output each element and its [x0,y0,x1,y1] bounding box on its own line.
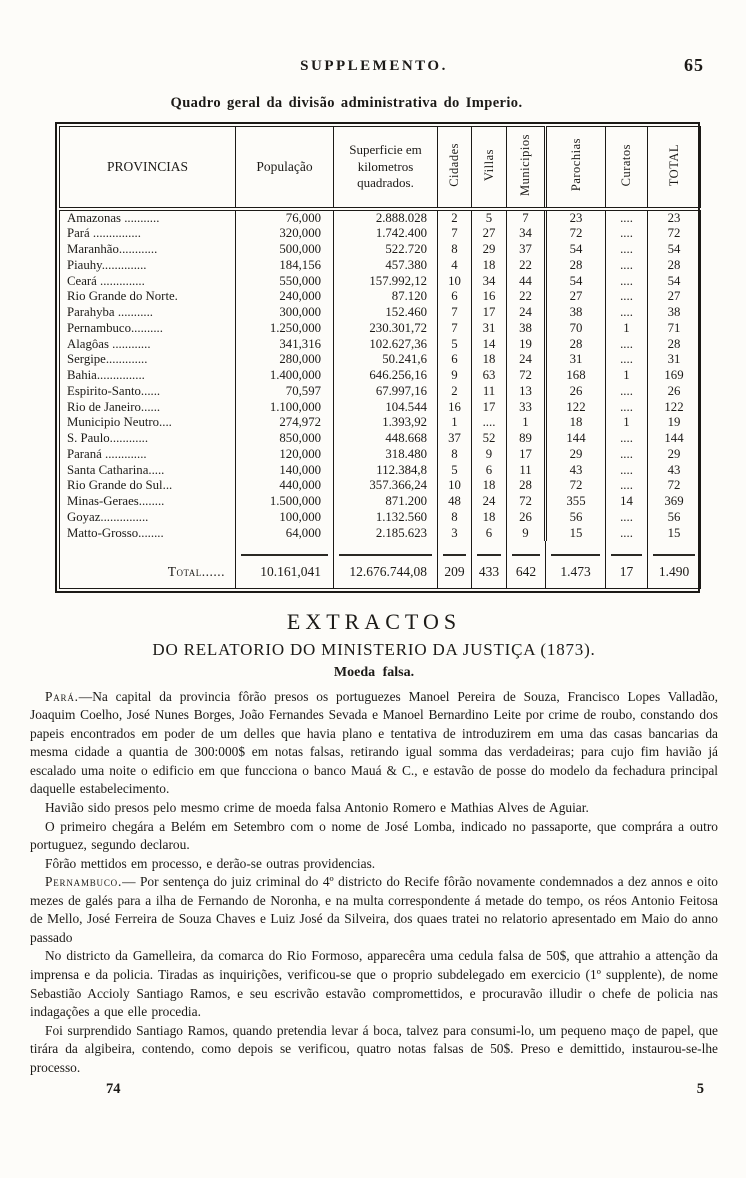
cell-municipios: 34 [507,226,546,242]
cell-parochias: 23 [546,209,606,227]
cell-province: Amazonas ........... [67,210,160,225]
cell-total: 28 [648,258,701,274]
cell-superficie: 457.380 [334,258,438,274]
cell-municipios: 7 [507,209,546,227]
cell-cidades: 9 [438,368,472,384]
cell-cidades: 8 [438,447,472,463]
cell-villas: 14 [472,337,507,353]
cell-parochias: 54 [546,274,606,290]
cell-province: Matto-Grosso........ [67,525,164,540]
cell-province: Pará ............... [67,226,141,241]
cell-municipios: 11 [507,463,546,479]
page-number: 65 [684,55,704,75]
paragraph [30,799,718,818]
table-row [60,463,701,479]
paragraph [30,855,718,874]
paragraph-lead: Pernambuco. [45,874,123,890]
cell-total: 29 [648,447,701,463]
paragraph [30,688,718,799]
cell-municipios: 17 [507,447,546,463]
paragraph [30,818,718,855]
cell-province: Minas-Geraes........ [67,494,165,508]
cell-municipios: 22 [507,258,546,274]
cell-province: Santa Catharina..... [67,462,165,477]
cell-superficie: 112.384,8 [334,463,438,479]
cell-total: 72 [648,226,701,242]
cell-villas: 9 [472,447,507,463]
cell-total: 38 [648,305,701,321]
cell-province: Bahia............... [67,368,145,382]
cell-province: Municipio Neutro.... [67,415,172,430]
paragraph-text: — Por sentença do juiz criminal do 4º districto do Recife fôrão novamente condemnados a dez annos e oito mezes de galés para a ilha de Fernando de Noronha, e na multa correspondente á metade do tempo, os réos Antonio Feitosa de Mello, José Ferreira de Souza Chaves e Luiz José da Silveira, dos quaes tratei no relatorio apresentado em Maio do anno passado [30,874,718,945]
cell-parochias: 31 [546,352,606,368]
table-row [60,400,701,416]
table-row [60,321,701,337]
cell-curatos: .... [606,226,648,242]
cell-curatos: 1 [606,321,648,337]
cell-province: Espirito-Santo...... [67,383,161,398]
cell-total: 15 [648,526,701,542]
total-total: 1.490 [648,556,701,588]
table-row [60,384,701,400]
cell-total: 56 [648,510,701,526]
paragraph-lead: Pará. [45,688,79,704]
cell-parochias: 38 [546,305,606,321]
cell-parochias: 56 [546,510,606,526]
cell-curatos: .... [606,337,648,353]
cell-cidades: 37 [438,431,472,447]
extracts-title: EXTRACTOS [286,608,462,634]
cell-cidades: 7 [438,226,472,242]
cell-population: 120,000 [236,447,334,463]
table-row [60,305,701,321]
cell-population: 850,000 [236,431,334,447]
cell-parochias: 26 [546,384,606,400]
total-cidades: 209 [438,556,472,588]
cell-villas: 27 [472,226,507,242]
cell-municipios: 9 [507,526,546,542]
table-caption: Quadro geral da divisão administrativa do Imperio. [170,95,523,111]
table-row [60,478,701,494]
cell-municipios: 13 [507,384,546,400]
signature-number: 74 [106,1081,121,1098]
cell-parochias: 28 [546,258,606,274]
cell-population: 100,000 [236,510,334,526]
cell-parochias: 72 [546,478,606,494]
cell-curatos: .... [606,526,648,542]
cell-villas: 18 [472,510,507,526]
cell-province: Sergipe............. [67,352,148,367]
col-header-cidades: Cidades [438,127,472,209]
paragraph-text: O primeiro chegára a Belém em Setembro com o nome de José Lomba, indicado no passaporte, que comprára a outro portuguez, segundo declarou. [30,818,718,853]
cell-municipios: 28 [507,478,546,494]
cell-superficie: 646.256,16 [334,368,438,384]
cell-municipios: 19 [507,337,546,353]
cell-total: 27 [648,289,701,305]
cell-total: 71 [648,321,701,337]
table-row [60,494,701,510]
cell-province: Rio de Janeiro...... [67,399,161,414]
table-header [60,127,701,209]
cell-villas: 16 [472,289,507,305]
table-row [60,368,701,384]
cell-superficie: 152.460 [334,305,438,321]
cell-total: 122 [648,400,701,416]
extracts-body [30,688,718,1077]
cell-villas: 24 [472,494,507,510]
section-heading-moeda-falsa: Moeda falsa. [333,664,415,680]
cell-curatos: .... [606,478,648,494]
cell-cidades: 1 [438,415,472,431]
paragraph-text: No districto da Gamelleira, da comarca do Rio Formoso, apparecêra uma cedula falsa de 50$, que attrahio a attenção da imprensa e da policia. Tiradas as inquirições, verificou-se que o proprio subdelegado em exercicio (1º supplente), de nome Sebastião Accioly Santiago Ramos, e seu escrivão estavão compromettidos, e procuravão illudir o chefe de policia nas indagações a que elle procedia. [30,948,718,1020]
cell-municipios: 1 [507,415,546,431]
cell-cidades: 8 [438,242,472,258]
cell-superficie: 522.720 [334,242,438,258]
col-header-total: TOTAL [648,127,701,209]
cell-total: 72 [648,478,701,494]
cell-superficie: 871.200 [334,494,438,510]
cell-curatos: .... [606,209,648,227]
cell-municipios: 24 [507,352,546,368]
cell-cidades: 10 [438,274,472,290]
cell-curatos: .... [606,274,648,290]
cell-parochias: 27 [546,289,606,305]
cell-total: 26 [648,384,701,400]
cell-cidades: 48 [438,494,472,510]
cell-villas: 63 [472,368,507,384]
cell-total: 54 [648,242,701,258]
table-row [60,431,701,447]
cell-total: 169 [648,368,701,384]
cell-curatos: .... [606,242,648,258]
total-rule-row [60,541,701,556]
cell-villas: 6 [472,463,507,479]
cell-villas: 34 [472,274,507,290]
cell-cidades: 10 [438,478,472,494]
cell-parochias: 144 [546,431,606,447]
cell-population: 1.250,000 [236,321,334,337]
cell-total: 23 [648,209,701,227]
running-head [30,55,718,82]
cell-population: 140,000 [236,463,334,479]
cell-province: Rio Grande do Norte. [67,289,178,304]
page-title: SUPPLEMENTO. [300,58,448,74]
cell-province: Rio Grande do Sul... [67,478,173,493]
cell-population: 1.500,000 [236,494,334,510]
cell-superficie: 1.742.400 [334,226,438,242]
cell-curatos: .... [606,400,648,416]
cell-superficie: 87.120 [334,289,438,305]
table-row [60,415,701,431]
cell-population: 1.100,000 [236,400,334,416]
table-row [60,447,701,463]
cell-superficie: 67.997,16 [334,384,438,400]
table-total-section [60,541,701,588]
cell-province: Parahyba ........... [67,305,154,319]
cell-cidades: 3 [438,526,472,542]
cell-cidades: 6 [438,352,472,368]
extracts-subtitle: DO RELATORIO DO MINISTERIO DA JUSTIÇA (1873). [152,639,596,659]
cell-population: 320,000 [236,226,334,242]
cell-parochias: 43 [546,463,606,479]
cell-superficie: 157.992,12 [334,274,438,290]
cell-villas: 5 [472,209,507,227]
total-superficie: 12.676.744,08 [334,556,438,588]
table-row [60,337,701,353]
total-curatos: 17 [606,556,648,588]
total-parochias: 1.473 [546,556,606,588]
cell-municipios: 44 [507,274,546,290]
paragraph-text: Havião sido presos pelo mesmo crime de moeda falsa Antonio Romero e Mathias Alves de Aguiar. [45,800,589,816]
cell-population: 500,000 [236,242,334,258]
cell-parochias: 29 [546,447,606,463]
cell-total: 43 [648,463,701,479]
cell-curatos: .... [606,352,648,368]
cell-villas: 6 [472,526,507,542]
paragraph-text: —Na capital da provincia fôrão presos os portuguezes Manoel Pereira de Souza, Francisco Lopes Valladão, Joaquim Coelho, José Nunes Borges, João Fernandes Sevada e Manoel Bernardino Leite por crime de roubo, constando dos papeis encontrados em poder de um delles que havia plano e tentativa de introduzirem em uma das casas bancarias da mesma cidade a quantia de 300:000$ em notas falsas, retirando igual somma das verdadeiras; para cujo fim havião já escalado uma noite o edificio em que funcciona o banco Mauá & C., e estavão de posse do modelo da fechadura principal daquelle estabelecimento. [30,688,718,797]
cell-curatos: .... [606,510,648,526]
cell-villas: 18 [472,258,507,274]
cell-population: 341,316 [236,337,334,353]
cell-population: 300,000 [236,305,334,321]
cell-villas: 18 [472,478,507,494]
cell-province: Pernambuco.......... [67,320,163,335]
cell-curatos: .... [606,463,648,479]
cell-total: 19 [648,415,701,431]
cell-superficie: 448.668 [334,431,438,447]
cell-province: Piauhy.............. [67,257,147,272]
footer-page-indicator: 5 [696,1081,704,1098]
page-footer [30,1081,718,1098]
table-row [60,274,701,290]
cell-municipios: 24 [507,305,546,321]
cell-superficie: 50.241,6 [334,352,438,368]
cell-population: 240,000 [236,289,334,305]
cell-province: Paraná ............. [67,446,147,461]
cell-total: 144 [648,431,701,447]
cell-population: 70,597 [236,384,334,400]
cell-municipios: 26 [507,510,546,526]
cell-superficie: 230.301,72 [334,321,438,337]
table-row [60,209,701,227]
cell-cidades: 5 [438,463,472,479]
cell-curatos: .... [606,258,648,274]
cell-curatos: 1 [606,415,648,431]
table-row [60,526,701,542]
cell-cidades: 5 [438,337,472,353]
cell-province: Ceará .............. [67,273,145,288]
col-header-curatos: Curatos [606,127,648,209]
paragraph-text: Foi surprendido Santiago Ramos, quando pretendia levar á boca, talvez para consumi-lo, um pequeno maço de papel, que tirára da algibeira, contendo, como depois se verificou, quatro notas falsas de 50$. Preso e demittido, instaurou-se-lhe processo. [30,1022,718,1075]
cell-parochias: 18 [546,415,606,431]
paragraph [30,1022,718,1078]
table-body [60,209,701,542]
cell-province: S. Paulo............ [67,431,149,445]
cell-superficie: 318.480 [334,447,438,463]
paragraph [30,873,718,947]
cell-parochias: 122 [546,400,606,416]
cell-villas: 29 [472,242,507,258]
cell-population: 64,000 [236,526,334,542]
cell-parochias: 70 [546,321,606,337]
total-municipios: 642 [507,556,546,588]
paragraph [30,947,718,1021]
cell-municipios: 89 [507,431,546,447]
cell-province: Maranhão............ [67,242,158,256]
col-header-superficie: Superficie em kilometros quadrados. [334,127,438,209]
cell-population: 274,972 [236,415,334,431]
cell-cidades: 2 [438,384,472,400]
cell-superficie: 104.544 [334,400,438,416]
cell-municipios: 22 [507,289,546,305]
cell-villas: 18 [472,352,507,368]
table-frame [55,122,700,593]
cell-cidades: 6 [438,289,472,305]
cell-population: 440,000 [236,478,334,494]
total-label: Total...... [167,564,225,579]
cell-population: 280,000 [236,352,334,368]
cell-cidades: 16 [438,400,472,416]
col-header-municipios: Municipios [507,127,546,209]
cell-cidades: 8 [438,510,472,526]
cell-superficie: 2.185.623 [334,526,438,542]
cell-cidades: 2 [438,209,472,227]
col-header-provincias: PROVINCIAS [60,127,236,209]
cell-curatos: .... [606,289,648,305]
table-row [60,242,701,258]
cell-parochias: 72 [546,226,606,242]
cell-cidades: 7 [438,321,472,337]
cell-municipios: 72 [507,368,546,384]
cell-villas: 11 [472,384,507,400]
cell-total: 54 [648,274,701,290]
table-total-row [60,556,701,588]
cell-villas: 52 [472,431,507,447]
cell-cidades: 7 [438,305,472,321]
table-row [60,226,701,242]
cell-municipios: 37 [507,242,546,258]
col-header-parochias: Parochias [546,127,606,209]
paragraph-text: Fôrão mettidos em processo, e derão-se outras providencias. [45,855,376,871]
cell-superficie: 357.366,24 [334,478,438,494]
cell-total: 369 [648,494,701,510]
cell-population: 184,156 [236,258,334,274]
cell-villas: 17 [472,305,507,321]
cell-parochias: 28 [546,337,606,353]
cell-parochias: 54 [546,242,606,258]
col-header-populacao: População [236,127,334,209]
table-row [60,289,701,305]
cell-superficie: 1.393,92 [334,415,438,431]
total-villas: 433 [472,556,507,588]
cell-curatos: .... [606,447,648,463]
cell-municipios: 33 [507,400,546,416]
cell-parochias: 15 [546,526,606,542]
cell-villas: 17 [472,400,507,416]
cell-parochias: 168 [546,368,606,384]
table-row [60,510,701,526]
cell-curatos: .... [606,384,648,400]
cell-province: Goyaz............... [67,509,149,524]
cell-province: Alagôas ............ [67,336,151,351]
cell-population: 76,000 [236,209,334,227]
table-row [60,352,701,368]
total-population: 10.161,041 [236,556,334,588]
admin-division-table [59,126,701,589]
cell-total: 31 [648,352,701,368]
cell-municipios: 72 [507,494,546,510]
table-row [60,258,701,274]
cell-total: 28 [648,337,701,353]
cell-municipios: 38 [507,321,546,337]
cell-curatos: .... [606,431,648,447]
cell-villas: .... [472,415,507,431]
cell-villas: 31 [472,321,507,337]
cell-parochias: 355 [546,494,606,510]
cell-curatos: 14 [606,494,648,510]
cell-population: 1.400,000 [236,368,334,384]
cell-superficie: 2.888.028 [334,209,438,227]
cell-curatos: .... [606,305,648,321]
cell-superficie: 102.627,36 [334,337,438,353]
cell-superficie: 1.132.560 [334,510,438,526]
cell-population: 550,000 [236,274,334,290]
col-header-villas: Villas [472,127,507,209]
cell-curatos: 1 [606,368,648,384]
cell-cidades: 4 [438,258,472,274]
